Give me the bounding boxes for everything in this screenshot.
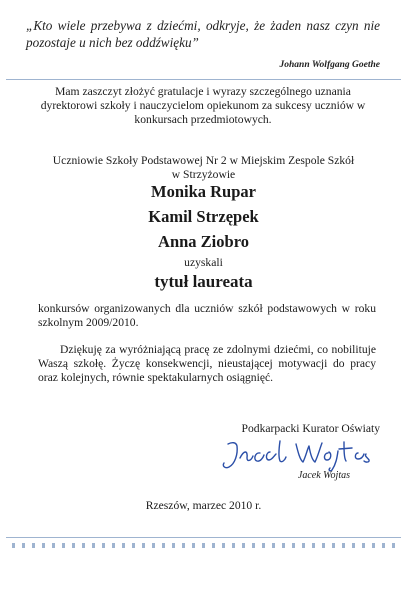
signatory-name: Jacek Wojtas (297, 470, 350, 481)
top-divider (6, 79, 401, 80)
school-line-1: Uczniowie Szkoły Podstawowej Nr 2 w Miejskim Zespole Szkół (52, 154, 355, 167)
place-and-date: Rzeszów, marzec 2010 r. (145, 499, 262, 512)
signatory-role: Podkarpacki Kurator Oświaty (241, 422, 380, 435)
decorative-dots-border (6, 541, 401, 551)
congratulations-text: Mam zaszczyt złożyć gratulacje i wyrazy szczególnego uznania dyrektorowi szkoły i nauczycielom opiekunom za sukcesy uczniów w konkursach przedmiotowych. (40, 85, 366, 126)
laureate-name: Anna Ziobro (158, 232, 249, 251)
school-line-2: w Strzyżowie (171, 167, 236, 181)
bottom-divider (6, 537, 401, 538)
thanks-paragraph: Dziękuję za wyróżniającą pracę ze zdolnymi dziećmi, co nobilituje Waszą szkołę. Życzę konsekwencji, nieustającej motywacji do pracy oraz kolejnych, równie spektakularnych osiągnięć. (38, 343, 376, 384)
school-name (20, 154, 387, 181)
quote-author: Johann Wolfgang Goethe (279, 60, 380, 70)
goethe-quote: „Kto wiele przebywa z dziećmi, odkryje, że żaden nasz czyn nie pozostaje u nich bez oddźwięku” (26, 18, 380, 50)
laureate-name: Monika Rupar (151, 182, 256, 201)
obtained-text: uzyskali (184, 256, 223, 269)
award-title: tytuł laureata (154, 272, 253, 291)
laureate-name: Kamil Strzępek (148, 207, 259, 226)
contests-text: konkursów organizowanych dla uczniów szkół podstawowych w roku szkolnym 2009/2010. (38, 302, 376, 329)
handwritten-signature (218, 436, 378, 474)
